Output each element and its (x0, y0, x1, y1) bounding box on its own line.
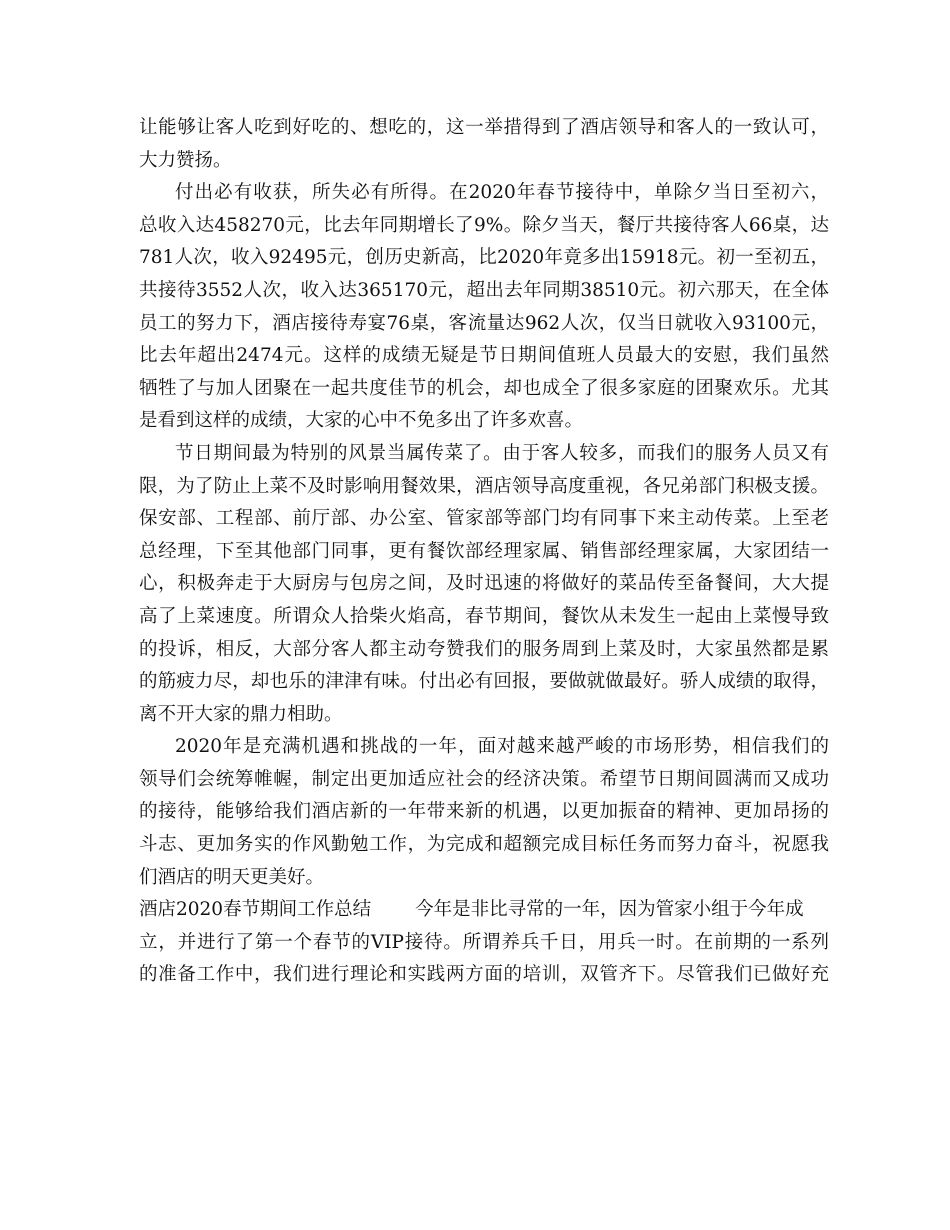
text-line: 限，为了防止上菜不及时影响用餐效果，酒店领导高度重视，各兄弟部门积极支援。 (139, 475, 829, 497)
paragraph-start-line: 付出必有收获，所失必有所得。在2020年春节接待中，单除夕当日至初六， (175, 182, 829, 204)
text-line: 781人次，收入92495元，创历史新高，比2020年竟多出15918元。初一至初五， (139, 247, 829, 269)
text-line: 总收入达458270元，比去年同期增长了9%。除夕当天，餐厅共接待客人66桌，达 (139, 214, 829, 236)
text-line: 高了上菜速度。所谓众人拾柴火焰高，春节期间，餐饮从未发生一起由上菜慢导致 (139, 605, 829, 627)
text-line: 的投诉，相反，大部分客人都主动夸赞我们的服务周到上菜及时，大家虽然都是累 (139, 638, 829, 660)
text-line: 比去年超出2474元。这样的成绩无疑是节日期间值班人员最大的安慰，我们虽然 (139, 345, 829, 367)
text-line: 是看到这样的成绩，大家的心中不免多出了许多欢喜。 (139, 410, 584, 432)
paragraph-start-line: 节日期间最为特别的风景当属传菜了。由于客人较多，而我们的服务人员又有 (175, 442, 829, 464)
section-heading-line (139, 894, 829, 927)
text-line: 的筋疲力尽，却也乐的津津有味。付出必有回报，要做就做最好。骄人成绩的取得， (139, 671, 829, 693)
text-line: 离不开大家的鼎力相助。 (139, 703, 343, 725)
text-line: 心，积极奔走于大厨房与包房之间，及时迅速的将做好的菜品传至备餐间，大大提 (139, 573, 829, 595)
text-line: 总经理，下至其他部门同事，更有餐饮部经理家属、销售部经理家属，大家团结一 (139, 540, 829, 562)
text-line: 的准备工作中，我们进行理论和实践两方面的培训，双管齐下。尽管我们已做好充 (139, 964, 829, 986)
text-line: 今年是非比寻常的一年，因为管家小组于今年成 (415, 899, 804, 921)
text-line: 让能够让客人吃到好吃的、想吃的，这一举措得到了酒店领导和客人的一致认可， (139, 117, 829, 138)
text-line: 员工的努力下，酒店接待寿宴76桌，客流量达962人次，仅当日就收入93100元， (139, 312, 829, 334)
text-line: 们酒店的明天更美好。 (139, 866, 325, 888)
text-line: 领导们会统筹帷幄，制定出更加适应社会的经济决策。希望节日期间圆满而又成功 (139, 768, 829, 790)
document-body (139, 112, 829, 992)
text-line: 斗志、更加务实的作风勤勉工作，为完成和超额完成目标任务而努力奋斗，祝愿我 (139, 834, 829, 856)
text-line: 牺牲了与加人团聚在一起共度佳节的机会，却也成全了很多家庭的团聚欢乐。尤其 (139, 377, 829, 399)
text-line: 立，并进行了第一个春节的VIP接待。所谓养兵千日，用兵一时。在前期的一系列 (139, 931, 829, 953)
text-line: 的接待，能够给我们酒店新的一年带来新的机遇，以更加振奋的精神、更加昂扬的 (139, 801, 829, 823)
text-line: 大力赞扬。 (139, 149, 232, 171)
text-line: 保安部、工程部、前厅部、办公室、管家部等部门均有同事下来主动传菜。上至老 (139, 508, 829, 530)
section-heading: 酒店2020春节期间工作总结 (139, 899, 372, 921)
paragraph-start-line: 2020年是充满机遇和挑战的一年，面对越来越严峻的市场形势，相信我们的 (175, 736, 829, 758)
text-line: 共接待3552人次，收入达365170元，超出去年同期38510元。初六那天，在全体 (139, 279, 829, 301)
